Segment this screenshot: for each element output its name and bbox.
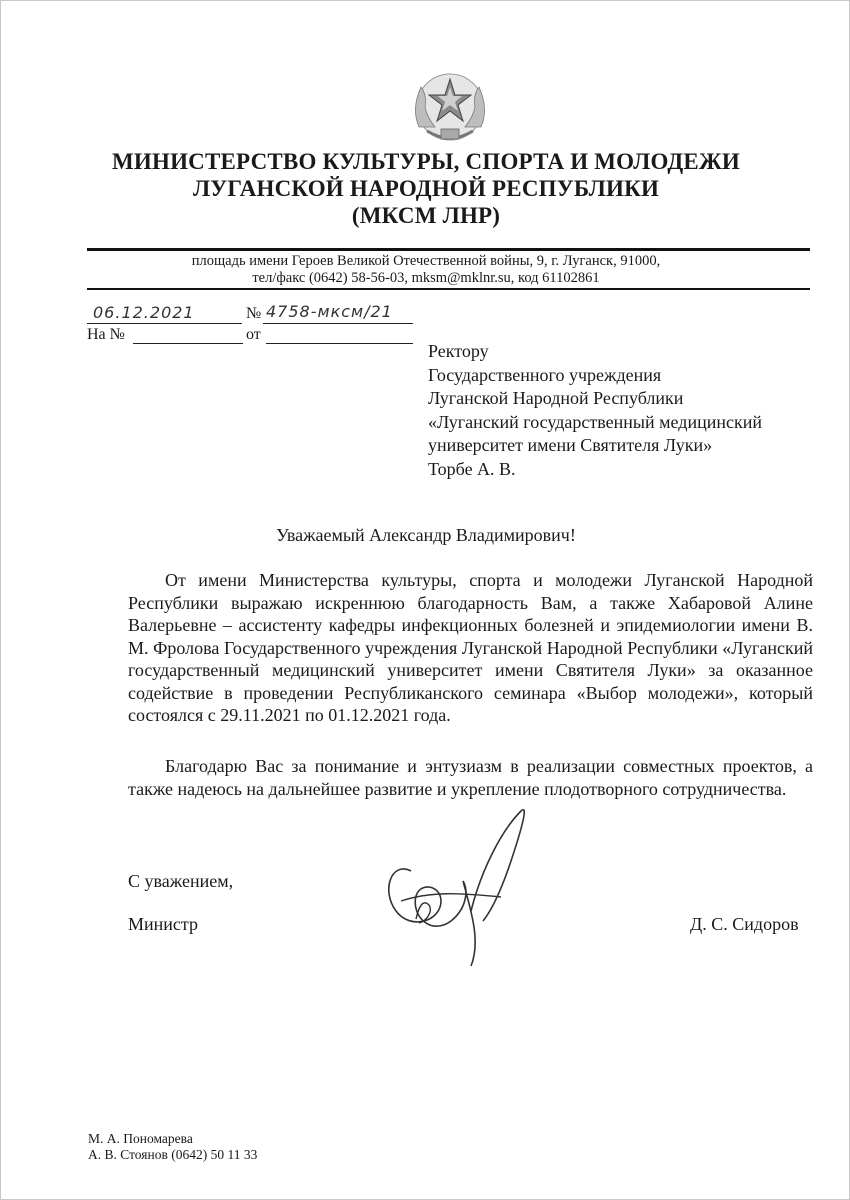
ministry-abbreviation: (МКСМ ЛНР) [351,203,501,228]
signatory-name: Д. С. Сидоров [690,914,799,934]
signatory-position: Министр [128,914,198,934]
contacts-phone-email: тел/факс (0642) 58-56-03, mksm@mklnr.su, код 61102861 [252,270,600,286]
body-paragraph: От имени Министерства культуры, спорта и молодежи Луганской Народной Республики выражаю искреннюю благодарность Вам, а также Хабаровой Алине Валерьевне – ассистенту кафедры инфекционных болезней и эпидемиологии имени В. М. Фролова Государственного учреждения Луганской Народной Республики «Луганский государственный медицинский университет имени Святителя Луки» за оказанное содействие в проведении Республиканского семинара «Выбор молодежи», который состоялся с 29.11.2021 по 01.12.2021 года. [128,570,813,725]
contacts-address: площадь имени Героев Великой Отечественной войны, 9, г. Луганск, 91000, [191,253,661,269]
header-rule-bottom [87,288,810,290]
salutation: Уважаемый Александр Владимирович! [276,525,576,545]
outgoing-number: 4758-мксм/21 [266,302,393,321]
date-underline [87,323,242,324]
handwritten-signature [371,801,531,971]
state-emblem-icon [405,65,495,149]
closing-regards: С уважением, [128,871,234,891]
addressee-block [428,340,762,481]
addressee-line: Луганской Народной Республики [428,388,684,408]
addressee-line: Ректору [428,341,489,361]
ministry-name-line2: ЛУГАНСКОЙ НАРОДНОЙ РЕСПУБЛИКИ [192,176,660,201]
executor-contact: А. В. Стоянов (0642) 50 11 33 [88,1147,258,1162]
reply-number-underline [133,343,243,344]
addressee-line: Торбе А. В. [428,458,516,479]
executor-name: М. А. Пономарева [88,1131,193,1146]
body-paragraph: Благодарю Вас за понимание и энтузиазм в реализации совместных проектов, а также надеюсь на дальнейшее развитие и укрепление плодотворного сотрудничества. [128,756,813,799]
reply-number-label: На № [87,326,125,343]
reply-date-underline [266,343,413,344]
addressee-line: «Луганский государственный медицинский [428,411,762,432]
addressee-line: Государственного учреждения [428,364,662,385]
header-rule-top [87,248,810,251]
number-underline [263,323,413,324]
addressee-line: университет имени Святителя Луки» [428,435,713,455]
ministry-name-line1: МИНИСТЕРСТВО КУЛЬТУРЫ, СПОРТА И МОЛОДЕЖИ [111,149,740,174]
number-label: № [246,305,262,322]
outgoing-date: 06.12.2021 [93,303,195,322]
reply-date-label: от [246,326,261,343]
